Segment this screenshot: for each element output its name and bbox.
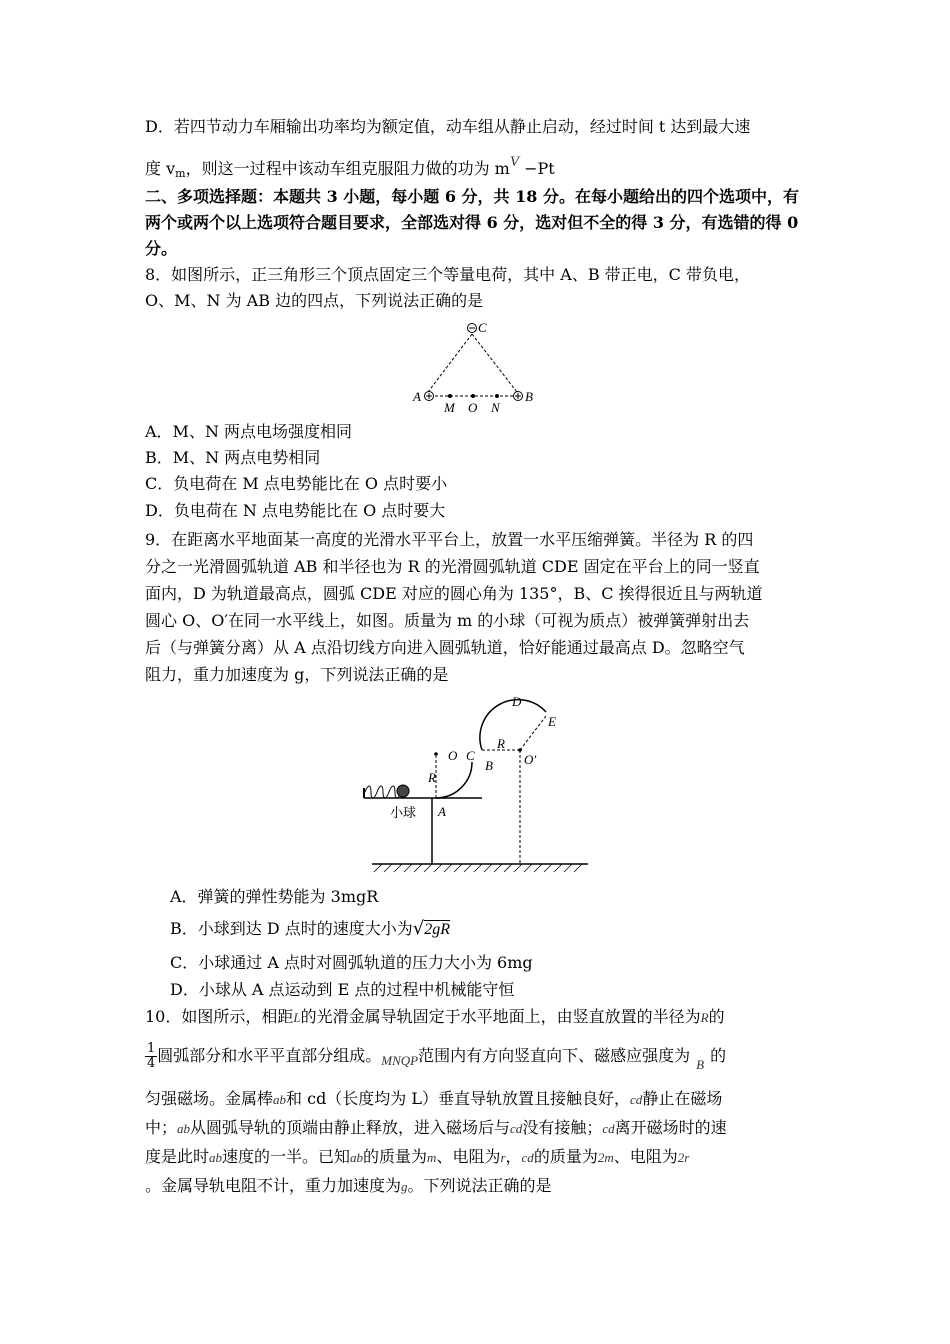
q9-stem-line1: 9．在距离水平地面某一高度的光滑水平平台上，放置一水平压缩弹簧。半径为 R 的四 [145,530,754,549]
q9-option-a[interactable]: A．弹簧的弹性势能为 3mgR [170,887,379,906]
svg-text:C: C [478,320,487,335]
q10-stem-line6: 。金属导轨电阻不计，重力加速度为g。下列说法正确的是 [145,1176,552,1195]
svg-text:A: A [413,389,421,404]
svg-text:C: C [466,748,475,763]
q9-option-d[interactable]: D．小球从 A 点运动到 E 点的过程中机械能守恒 [170,980,515,999]
point-n [495,394,499,398]
point-m [448,394,452,398]
q8-option-b[interactable]: B．M、N 两点电势相同 [145,448,321,467]
svg-text:小球: 小球 [390,805,417,820]
svg-text:O′: O′ [524,752,537,767]
q9-stem-line3: 面内，D 为轨道最高点，圆弧 CDE 对应的圆心角为 135°，B、C 挨得很近且与两轨道 [145,584,763,603]
svg-text:N: N [491,400,500,415]
svg-text:R: R [497,736,505,751]
q7-option-d-line1: D．若四节动力车厢输出功率均为额定值，动车组从静止启动，经过时间 t 达到最大速 [145,117,751,136]
q9-option-c[interactable]: C．小球通过 A 点时对圆弧轨道的压力大小为 6mg [170,953,533,972]
q10-stem-line3: 匀强磁场。金属棒ab和 cd（长度均为 L）垂直导轨放置且接触良好，cd静止在磁场 [145,1089,723,1108]
q8-stem-line2: O、M、N 为 AB 边的四点，下列说法正确的是 [145,291,484,310]
section2-heading-line3: 分。 [145,239,178,258]
svg-text:B: B [485,758,493,773]
svg-text:E: E [548,714,556,729]
q9-option-b[interactable]: B．小球到达 D 点时的速度大小为√2gR [170,918,451,939]
q8-stem-line1: 8．如图所示，正三角形三个顶点固定三个等量电荷，其中 A、B 带正电，C 带负电， [145,265,750,284]
svg-text:D: D [512,694,522,709]
svg-text:O: O [468,400,478,415]
q8-option-c[interactable]: C．负电荷在 M 点电势能比在 O 点时要小 [145,474,448,493]
q9-stem-line4: 圆心 O、O′在同一水平线上，如图。质量为 m 的小球（可视为质点）被弹簧弹射出去 [145,611,750,630]
q9-stem-line5: 后（与弹簧分离）从 A 点沿切线方向进入圆弧轨道，恰好能通过最高点 D。忽略空气 [145,638,745,657]
point-o [471,394,475,398]
q10-stem-line2: $\frac{1}{4}$ 圆弧部分和水平平直部分组成。$_{MNQP}$范围内有方向竖直向下、磁感应强度为 $_B$ 的 [147,1041,727,1072]
q7-option-d-line2: 度 $v_m$，则这一过程中该动车组克服阻力做的功为 mV −Pt [145,154,555,180]
q8-option-d[interactable]: D．负电荷在 N 点电势能比在 O 点时要大 [145,501,446,520]
svg-text:R: R [428,770,436,785]
q9-stem-line2: 分之一光滑圆弧轨道 AB 和半径也为 R 的光滑圆弧轨道 CDE 固定在平台上的同一竖直 [145,557,760,576]
svg-text:M: M [444,400,455,415]
ball [397,785,409,797]
q9-track-figure [360,686,600,876]
q8-option-a[interactable]: A．M、N 两点电场强度相同 [145,422,353,441]
svg-text:O: O [448,748,458,763]
q10-stem-line1: 10．如图所示，相距L的光滑金属导轨固定于水平地面上，由竖直放置的半径为R的 [145,1007,725,1026]
q10-stem-line5: 度是此时ab速度的一半。已知ab的质量为m、电阻为r，cd的质量为2m、电阻为2r [145,1147,690,1166]
section2-heading-line2: 两个或两个以上选项符合题目要求，全部选对得 6 分，选对但不全的得 3 分，有选错的得 0 [145,213,799,232]
svg-text:B: B [525,389,533,404]
q9-stem-line6: 阻力，重力加速度为 g，下列说法正确的是 [145,665,449,684]
q10-stem-line4: 中；ab从圆弧导轨的顶端由静止释放，进入磁场后与cd没有接触；cd离开磁场时的速 [145,1118,727,1137]
fraction-one-quarter: $\frac{1}{4}$ [147,1041,156,1071]
section2-heading-line1: 二、多项选择题：本题共 3 小题，每小题 6 分，共 18 分。在每小题给出的四个选项中，有 [145,187,799,206]
q8-triangle-figure [405,316,545,416]
svg-text:A: A [438,804,446,819]
